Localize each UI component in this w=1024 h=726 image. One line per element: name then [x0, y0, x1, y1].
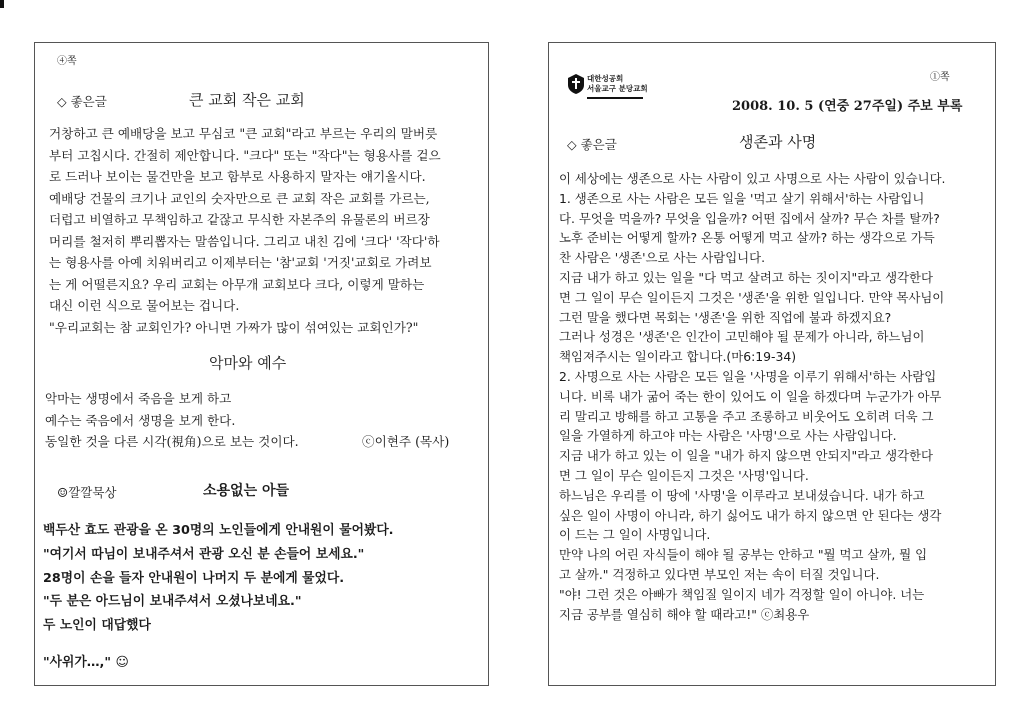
body-line: 책임져주시는 일이라고 합니다.(마6:19-34)	[559, 349, 797, 365]
body-line: 지금 공부를 열심히 해야 할 때라고!" ⓒ최용우	[559, 606, 810, 622]
article-body	[559, 169, 946, 624]
body-line: "야! 그런 것은 아빠가 책임질 일이지 네가 걱정할 일이 아니야. 너는	[559, 586, 925, 602]
body-line: 로 드러나 보이는 물건만을 보고 함부로 사용하지 말자는 얘기올시다.	[49, 169, 426, 184]
body-line: 고 살까." 걱정하고 있다면 부모인 저는 속이 터질 것입니다.	[559, 566, 880, 582]
body-line: 머리를 철저히 뿌리뽑자는 말씀입니다. 그리고 내친 김에 '크다' '작다'하	[49, 233, 440, 249]
left-page	[34, 42, 489, 686]
body-line: 다. 무엇을 먹을까? 무엇을 입을까? 어떤 집에서 살까? 무슨 차를 탈까?	[559, 210, 940, 226]
body-line: 싶은 일이 사명이 아니라, 하기 싫어도 내가 하지 않으면 안 된다는 생각	[559, 507, 942, 523]
verse-line: 예수는 죽음에서 생명을 보게 한다.	[45, 412, 236, 428]
scan-edge-mark	[0, 0, 4, 8]
date-header: 2008. 10. 5 (연중 27주일) 주보 부록	[732, 99, 963, 114]
humor-title: 소용없는 아들	[203, 483, 290, 499]
body-line: 1. 생존으로 사는 사람은 모든 일을 '먹고 살기 위해서'하는 사람입니	[559, 190, 925, 206]
page-number: ①쪽	[930, 72, 950, 83]
body-line: 이 세상에는 생존으로 사는 사람이 있고 사명으로 사는 사람이 있습니다.	[559, 171, 946, 186]
body-line: 니다. 비록 내가 굶어 죽는 한이 있어도 이 일을 하겠다며 누군가가 아무	[559, 388, 942, 404]
body-line: 는 게 어떨른지요? 우리 교회는 아무개 교회보다 크다, 이렇게 말하는	[49, 276, 425, 292]
subsection-title: 악마와 예수	[209, 354, 287, 372]
verse	[45, 388, 299, 453]
humor-ending: "사위가…," ☺	[43, 655, 129, 670]
humor-line: 28명이 손을 들자 안내원이 나머지 두 분에게 물었다.	[43, 570, 345, 586]
body-line: 더럽고 비열하고 무책임하고 같잖고 무식한 자본주의 유물론의 버르장	[49, 212, 430, 227]
humor-line: 백두산 효도 관광을 온 30명의 노인들에게 안내원이 물어봤다.	[43, 523, 394, 538]
body-line: 찬 사람은 '생존'으로 사는 사람입니다.	[559, 250, 766, 266]
body-line: 이 드는 그 일이 사명입니다.	[559, 527, 711, 543]
body-line: 예배당 건물의 크기나 교인의 숫자만으로 큰 교회 작은 교회를 가르는,	[49, 190, 430, 206]
body-line: 노후 준비는 어떻게 할까? 온통 어떻게 먹고 살까? 하는 생각으로 가득	[559, 230, 935, 246]
humor-line: "두 분은 아드님이 보내주셔서 오셨나보네요."	[43, 594, 302, 610]
body-line: 는 형용사를 아예 치워버리고 이제부터는 '참'교회 '거짓'교회로 가려보	[49, 255, 432, 270]
body-line: 부터 고칩시다. 간절히 제안합니다. "크다" 또는 "작다"는 형용사를 겉으	[49, 147, 441, 163]
body-line: "우리교회는 참 교회인가? 아니면 가짜가 많이 섞여있는 교회인가?"	[49, 319, 419, 335]
right-page	[548, 42, 996, 686]
verse-line: 악마는 생명에서 죽음을 보게 하고	[45, 391, 232, 406]
body-line: 하느님은 우리를 이 땅에 '사명'을 이루라고 보내셨습니다. 내가 하고	[559, 487, 925, 503]
church-emblem-icon	[567, 73, 585, 95]
section-label: ◇ 좋은글	[57, 94, 107, 109]
body-line: 거창하고 큰 예배당을 보고 무심코 "큰 교회"라고 부르는 우리의 말버릇	[49, 126, 438, 141]
body-line: 면 그 일이 무슨 일이든지 그것은 '사명'입니다.	[559, 467, 809, 483]
logo-underline	[587, 97, 643, 99]
body-line: 일을 가열하게 하고야 마는 사람은 '사명'으로 사는 사람입니다.	[559, 428, 897, 444]
body-line: 지금 내가 하고 있는 이 일을 "내가 하지 않으면 안되지"라고 생각한다	[559, 448, 933, 464]
humor-body	[43, 519, 394, 638]
page-number: ④쪽	[57, 56, 77, 67]
body-line: 만약 나의 어린 자식들이 해야 될 공부는 안하고 "뭘 먹고 살까, 뭘 입	[559, 547, 928, 563]
verse-line: 동일한 것을 다른 시각(視角)으로 보는 것이다.	[45, 434, 299, 449]
body-line: 2. 사명으로 사는 사람은 모든 일을 '사명을 이루기 위해서'하는 사람입	[559, 368, 937, 384]
church-logo	[567, 73, 657, 107]
body-line: 면 그 일이 무슨 일이든지 그것은 '생존'을 위한 일입니다. 만약 목사님이	[559, 289, 945, 305]
article-body	[49, 123, 441, 338]
body-line: 리 말리고 방해를 하고 고통을 주고 조롱하고 비웃어도 오히려 더욱 그	[559, 408, 934, 424]
verse-author: ⓒ이현주 (목사)	[362, 434, 450, 449]
article-title: 생존과 사명	[739, 133, 817, 151]
humor-line: "여기서 따님이 보내주셔서 관광 오신 분 손들어 보세요."	[43, 546, 365, 562]
humor-line: 두 노인이 대답했다	[43, 618, 151, 634]
body-line: 지금 내가 하고 있는 일을 "다 먹고 살려고 하는 짓이지"라고 생각한다	[559, 269, 933, 285]
body-line: 그런 말을 했다면 목회는 '생존'을 위한 직업에 불과 하겠지요?	[559, 309, 892, 325]
church-logo-text: 대한성공회 서울교구 분당교회	[587, 74, 648, 93]
body-line: 대신 이런 식으로 물어보는 겁니다.	[49, 298, 240, 313]
humor-label: ☺깔깔묵상	[57, 485, 117, 500]
section-label: ◇ 좋은글	[567, 137, 617, 152]
body-line: 그러나 성경은 '생존'은 인간이 고민해야 될 문제가 아니라, 하느님이	[559, 329, 925, 345]
article-title: 큰 교회 작은 교회	[189, 91, 305, 109]
